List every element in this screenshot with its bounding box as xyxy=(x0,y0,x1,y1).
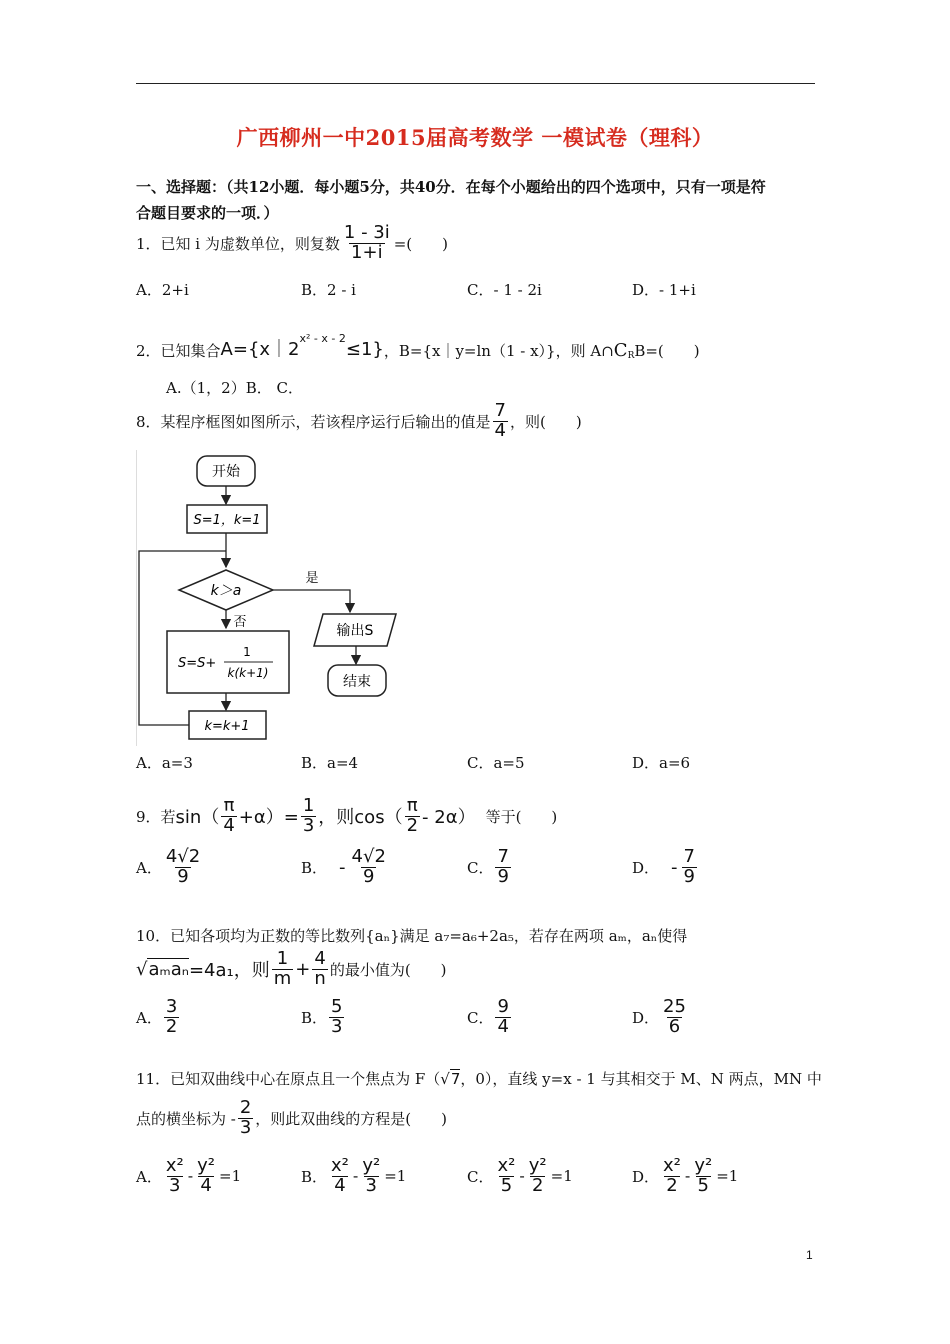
q11-c-frac1 xyxy=(495,1157,517,1196)
q11-a-frac1 xyxy=(164,1157,186,1196)
q11-b-frac2 xyxy=(360,1157,382,1196)
q10-frac-2 xyxy=(312,950,327,989)
q11-a-label: A． xyxy=(136,1167,162,1186)
page-number: 1 xyxy=(806,1248,813,1262)
flow-output-label: 输出S xyxy=(336,623,374,639)
q11-a-n1: x² xyxy=(165,1155,184,1176)
q11-c-d2: 2 xyxy=(531,1174,544,1196)
q9-frac-2-num: 1 xyxy=(302,795,315,816)
q10-eq: =4a₁，则 xyxy=(188,960,270,982)
q10-b-frac xyxy=(329,998,344,1037)
q9-frac-2-den: 3 xyxy=(302,814,315,836)
q11-a-frac2 xyxy=(195,1157,217,1196)
q9-b-den: 9 xyxy=(362,865,375,887)
q9-d-label: D． xyxy=(632,858,660,877)
q11-frac-num: 2 xyxy=(239,1097,252,1118)
q1-option-a: A．2+i xyxy=(136,281,189,299)
q10-a-frac xyxy=(164,998,179,1037)
q10-a-label: A． xyxy=(136,1008,162,1027)
q11-line2-pre: 点的横坐标为 - xyxy=(136,1109,236,1128)
q10-sqrt-symbol: √ xyxy=(136,958,148,980)
q11-sqrt-content: 7 xyxy=(450,1070,461,1088)
question-9 xyxy=(136,797,557,836)
flow-no-label: 否 xyxy=(233,615,247,630)
q9-lead: 9．若 xyxy=(136,807,176,826)
q9-d-den: 9 xyxy=(683,865,695,887)
q9-minus: - 2α） xyxy=(422,807,476,829)
q8-numerator: 7 xyxy=(494,400,506,421)
flow-update-denominator: k(k+1) xyxy=(227,666,269,680)
q9-c-den: 9 xyxy=(497,865,509,887)
q2-lead: 2．已知集合 xyxy=(136,342,221,360)
q11-a-eq: =1 xyxy=(219,1167,242,1186)
q10-d-label: D． xyxy=(632,1008,660,1027)
q11-b-eq: =1 xyxy=(384,1167,407,1186)
q10-frac-1-num: 1 xyxy=(276,948,289,969)
q9-b-frac xyxy=(350,848,388,887)
question-2 xyxy=(136,332,700,361)
q10-c-den: 4 xyxy=(497,1015,509,1037)
q11-line2-post: ，则此双曲线的方程是( ) xyxy=(255,1109,448,1128)
q8-option-a: A．a=3 xyxy=(136,754,193,772)
q9-sin: sin（ xyxy=(175,807,220,829)
q2-complement-sub: R xyxy=(627,351,635,361)
q11-a-d2: 4 xyxy=(200,1174,212,1196)
q11-c-n2: y² xyxy=(528,1155,547,1176)
flow-yes-label: 是 xyxy=(305,571,319,586)
section-heading-line2: 合题目要求的一项．） xyxy=(136,204,279,222)
q11-b-label: B． xyxy=(301,1167,328,1186)
q11-d-d2: 5 xyxy=(697,1174,709,1196)
q11-option-d xyxy=(632,1157,738,1196)
q11-c-op: - xyxy=(519,1167,525,1186)
q10-line2 xyxy=(136,950,447,989)
q9-frac-2 xyxy=(301,797,316,836)
q9-b-label: B． xyxy=(301,858,328,877)
q10-option-b xyxy=(301,998,346,1037)
flowchart xyxy=(136,450,466,746)
q10-b-den: 3 xyxy=(331,1015,343,1037)
page-title: 广西柳州一中2015届高考数学 一模试卷（理科） xyxy=(236,125,714,150)
q11-c-d1: 5 xyxy=(500,1174,513,1196)
q1-fraction xyxy=(342,224,392,263)
q11-c-label: C． xyxy=(467,1167,494,1186)
q2-complement: C xyxy=(613,340,628,361)
q8-denominator: 4 xyxy=(494,419,506,441)
q11-frac-den: 3 xyxy=(239,1116,252,1138)
q11-a-n2: y² xyxy=(197,1155,216,1176)
q11-d-n2: y² xyxy=(694,1155,713,1176)
q1-option-b: B．2 - i xyxy=(301,281,356,299)
q11-c-eq: =1 xyxy=(550,1167,573,1186)
q2-exponent: x² - x - 2 xyxy=(299,332,346,345)
q11-d-frac2 xyxy=(692,1157,714,1196)
q1-numerator: 1 - 3i xyxy=(343,222,390,243)
q11-line1 xyxy=(136,1068,822,1089)
q11-d-op: - xyxy=(684,1167,691,1186)
q10-b-num: 5 xyxy=(331,996,343,1017)
q9-frac-3 xyxy=(405,797,420,836)
q11-d-eq: =1 xyxy=(716,1167,739,1186)
q9-option-c xyxy=(467,848,513,887)
q10-frac-2-den: n xyxy=(314,967,326,989)
q9-c-label: C． xyxy=(467,858,494,877)
q9-frac-1-num: π xyxy=(223,795,235,816)
q8-option-d: D．a=6 xyxy=(632,754,691,772)
q11-d-label: D． xyxy=(632,1167,660,1186)
q9-option-b xyxy=(301,848,390,887)
q1-option-c: C．- 1 - 2i xyxy=(467,281,542,299)
q10-c-frac xyxy=(495,998,510,1037)
q9-frac-3-num: π xyxy=(406,795,418,816)
q11-line2 xyxy=(136,1099,447,1138)
q9-plus: +α）= xyxy=(238,807,299,829)
q9-frac-3-den: 2 xyxy=(406,814,419,836)
q8-option-c: C．a=5 xyxy=(467,754,525,772)
q11-b-d1: 4 xyxy=(334,1174,346,1196)
q11-b-op: - xyxy=(352,1167,359,1186)
q9-d-num: 7 xyxy=(683,846,695,867)
q11-d-n1: x² xyxy=(663,1155,681,1176)
q10-option-d xyxy=(632,998,690,1037)
flow-update-pre: S=S+ xyxy=(178,656,217,671)
q9-a-frac xyxy=(164,848,202,887)
q9-c-num: 7 xyxy=(497,846,509,867)
q2-set-a-post: ≤1} xyxy=(345,339,384,360)
q11-c-n1: x² xyxy=(497,1155,516,1176)
q10-a-den: 2 xyxy=(165,1015,178,1037)
question-8 xyxy=(136,402,582,441)
q10-a-num: 3 xyxy=(165,996,178,1017)
q9-option-a xyxy=(136,848,204,887)
q10-frac-1-den: m xyxy=(273,967,292,989)
q2-set-a xyxy=(220,332,384,361)
q2-options: A.（1，2）B． C． xyxy=(166,379,303,397)
q9-then: ，则 xyxy=(318,807,355,829)
q2-rest: ，B={x｜y=ln（1 - x）}，则 A∩ xyxy=(383,342,614,360)
flow-condition-label: k＞a xyxy=(210,583,242,599)
header-rule xyxy=(136,83,815,84)
q1-denominator: 1+i xyxy=(351,241,383,263)
q9-a-label: A． xyxy=(136,858,162,877)
q10-d-frac xyxy=(661,998,688,1037)
flow-increment-label: k=k+1 xyxy=(204,719,250,734)
q9-d-sign: - xyxy=(671,856,678,878)
q11-b-n2: y² xyxy=(362,1155,381,1176)
section-heading-line1: 一、选择题：（共12小题．每小题5分，共40分．在每个小题给出的四个选项中，只有一项是符 xyxy=(136,178,766,196)
q9-frac-1 xyxy=(221,797,236,836)
q11-c-frac2 xyxy=(527,1157,549,1196)
q10-frac-1 xyxy=(272,950,294,989)
q8-fraction xyxy=(493,402,508,441)
q8-option-b: B．a=4 xyxy=(301,754,359,772)
q11-sqrt-symbol: √ xyxy=(440,1069,450,1088)
question-1 xyxy=(136,224,448,263)
q2-tail: B=( ) xyxy=(634,342,700,360)
q2-set-a-pre: A={x｜2 xyxy=(220,339,300,360)
q9-option-d xyxy=(632,848,699,887)
q11-d-frac1 xyxy=(661,1157,683,1196)
q9-cos: cos（ xyxy=(354,807,403,829)
q11-line1-pre: 11．已知双曲线中心在原点且一个焦点为 F（ xyxy=(136,1070,441,1088)
q10-c-label: C． xyxy=(467,1008,494,1027)
q9-a-den: 9 xyxy=(177,865,189,887)
q11-option-b xyxy=(301,1157,406,1196)
flow-yes-arrow xyxy=(273,590,350,612)
q8-tail: ，则( ) xyxy=(510,412,582,431)
q10-frac-2-num: 4 xyxy=(314,948,326,969)
q9-c-frac xyxy=(495,848,510,887)
q11-b-frac1 xyxy=(329,1157,351,1196)
q10-d-num: 25 xyxy=(663,996,686,1017)
flow-update-numerator: 1 xyxy=(243,645,251,659)
q10-b-label: B． xyxy=(301,1008,328,1027)
q10-tail: 的最小值为( ) xyxy=(329,960,447,979)
q1-lead: 1．已知 i 为虚数单位，则复数 xyxy=(136,234,340,253)
q8-lead: 8．某程序框图如图所示，若该程序运行后输出的值是 xyxy=(136,412,491,431)
q11-d-d1: 2 xyxy=(666,1174,678,1196)
q11-b-n1: x² xyxy=(331,1155,349,1176)
q10-plus: + xyxy=(295,958,311,980)
q9-b-sign: - xyxy=(339,856,346,878)
q11-a-op: - xyxy=(187,1167,194,1186)
q9-frac-1-den: 4 xyxy=(223,814,235,836)
q11-line1-post: ，0），直线 y=x - 1 与其相交于 M、N 两点，MN 中 xyxy=(460,1070,822,1088)
q9-tail: 等于( ) xyxy=(485,807,558,826)
q11-option-c xyxy=(467,1157,573,1196)
q10-option-c xyxy=(467,998,513,1037)
q9-b-num: 4√2 xyxy=(351,846,386,867)
q10-line1: 10．已知各项均为正数的等比数列{aₙ}满足 a₇=a₆+2a₅，若存在两项 aₘ，aₙ使得 xyxy=(136,927,688,945)
q1-option-d: D．- 1+i xyxy=(632,281,696,299)
q10-option-a xyxy=(136,998,181,1037)
q9-d-frac xyxy=(682,848,697,887)
flow-end-label: 结束 xyxy=(343,674,371,690)
q11-option-a xyxy=(136,1157,241,1196)
flow-start-label: 开始 xyxy=(212,464,240,480)
q11-a-d1: 3 xyxy=(169,1174,181,1196)
q9-a-num: 4√2 xyxy=(165,846,201,867)
q10-sqrt-content: aₘaₙ xyxy=(148,959,189,981)
q11-b-d2: 3 xyxy=(365,1174,377,1196)
q11-frac xyxy=(238,1099,253,1138)
q10-c-num: 9 xyxy=(497,996,509,1017)
q1-tail: =( ) xyxy=(393,234,449,253)
q10-d-den: 6 xyxy=(668,1015,681,1037)
flow-init-label: S=1，k=1 xyxy=(193,513,261,528)
